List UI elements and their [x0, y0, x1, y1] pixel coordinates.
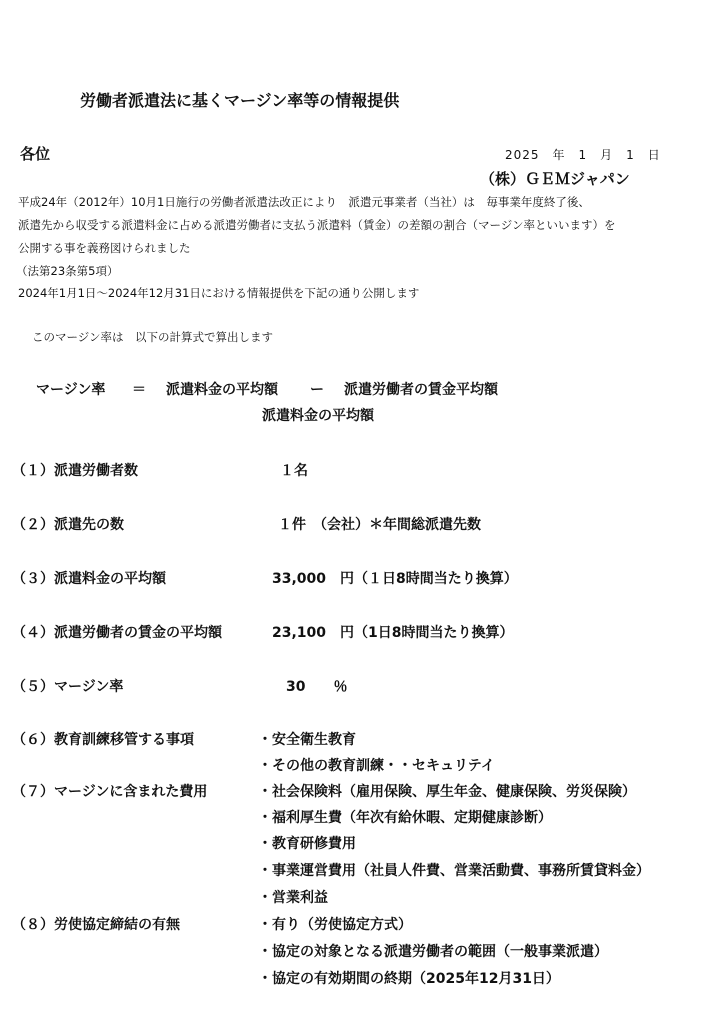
intro-line-5: 2024年1月1日～2024年12月31日における情報提供を下記の通り公開します — [18, 286, 420, 300]
section-8-label: （８）労使協定締結の有無 — [12, 917, 180, 933]
item-3-value: 33,000 円（１日8時間当たり換算） — [272, 571, 518, 587]
company-name: （株）ＧＥＭジャパン — [480, 170, 630, 188]
intro-line-4: （法第23条第5項） — [16, 264, 119, 278]
item-4-label: （４）派遣労働者の賃金の平均額 — [12, 625, 222, 641]
section-7-line-3: ・教育研修費用 — [258, 836, 356, 852]
section-8-line-2: ・協定の対象となる派遣労働者の範囲（一般事業派遣） — [258, 944, 608, 960]
page-title: 労働者派遣法に基くマージン率等の情報提供 — [80, 91, 400, 110]
item-5-label: （５）マージン率 — [12, 679, 124, 695]
section-7-line-4: ・事業運営費用（社員人件費、営業活動費、事務所賃貸料金） — [258, 863, 650, 879]
formula-numerator-a: 派遣料金の平均額 — [166, 382, 278, 398]
item-2-label: （２）派遣先の数 — [12, 517, 124, 533]
intro-line-3: 公開する事を義務図けられました — [18, 241, 191, 255]
section-8-line-1: ・有り（労使協定方式） — [258, 917, 412, 933]
intro-line-1: 平成24年（2012年）10月1日施行の労働者派遣法改正により 派遣元事業者（当社）は 毎事業年度終了後、 — [18, 195, 590, 209]
item-4-value: 23,100 円（1日8時間当たり換算） — [272, 625, 514, 641]
section-6-label: （６）教育訓練移管する事項 — [12, 732, 194, 748]
section-7-label: （７）マージンに含まれた費用 — [12, 784, 208, 800]
section-7-line-5: ・営業利益 — [258, 890, 328, 906]
section-7-line-1: ・社会保険料（雇用保険、厚生年金、健康保険、労災保険） — [258, 784, 636, 800]
intro-line-2: 派遣先から収受する派遣料金に占める派遣労働者に支払う派遣料（賃金）の差額の割合（マージン率といいます）を — [18, 218, 616, 232]
item-2-value: １件 （会社）＊年間総派遣先数 — [278, 517, 481, 533]
item-3-label: （３）派遣料金の平均額 — [12, 571, 166, 587]
intro-line-6: このマージン率は 以下の計算式で算出します — [32, 330, 273, 344]
item-5-value: 30 ％ — [286, 679, 348, 695]
item-1-label: （１）派遣労働者数 — [12, 463, 138, 479]
section-6-line-1: ・安全衛生教育 — [258, 732, 356, 748]
formula-equals: ＝ — [132, 382, 146, 398]
section-6-line-2: ・その他の教育訓練・・セキュリテイ — [258, 758, 495, 774]
issue-date: 2025 年 1 月 1 日 — [505, 148, 661, 162]
addressee: 各位 — [20, 145, 51, 163]
item-1-value: １名 — [280, 463, 308, 479]
section-8-line-3: ・協定の有効期間の終期（2025年12月31日） — [258, 971, 560, 987]
section-7-line-2: ・福利厚生費（年次有給休暇、定期健康診断） — [258, 810, 552, 826]
formula-numerator-b: 派遣労働者の賃金平均額 — [344, 382, 498, 398]
formula-left: マージン率 — [36, 382, 106, 398]
formula-denominator: 派遣料金の平均額 — [262, 408, 374, 424]
formula-minus: ー — [310, 382, 324, 398]
